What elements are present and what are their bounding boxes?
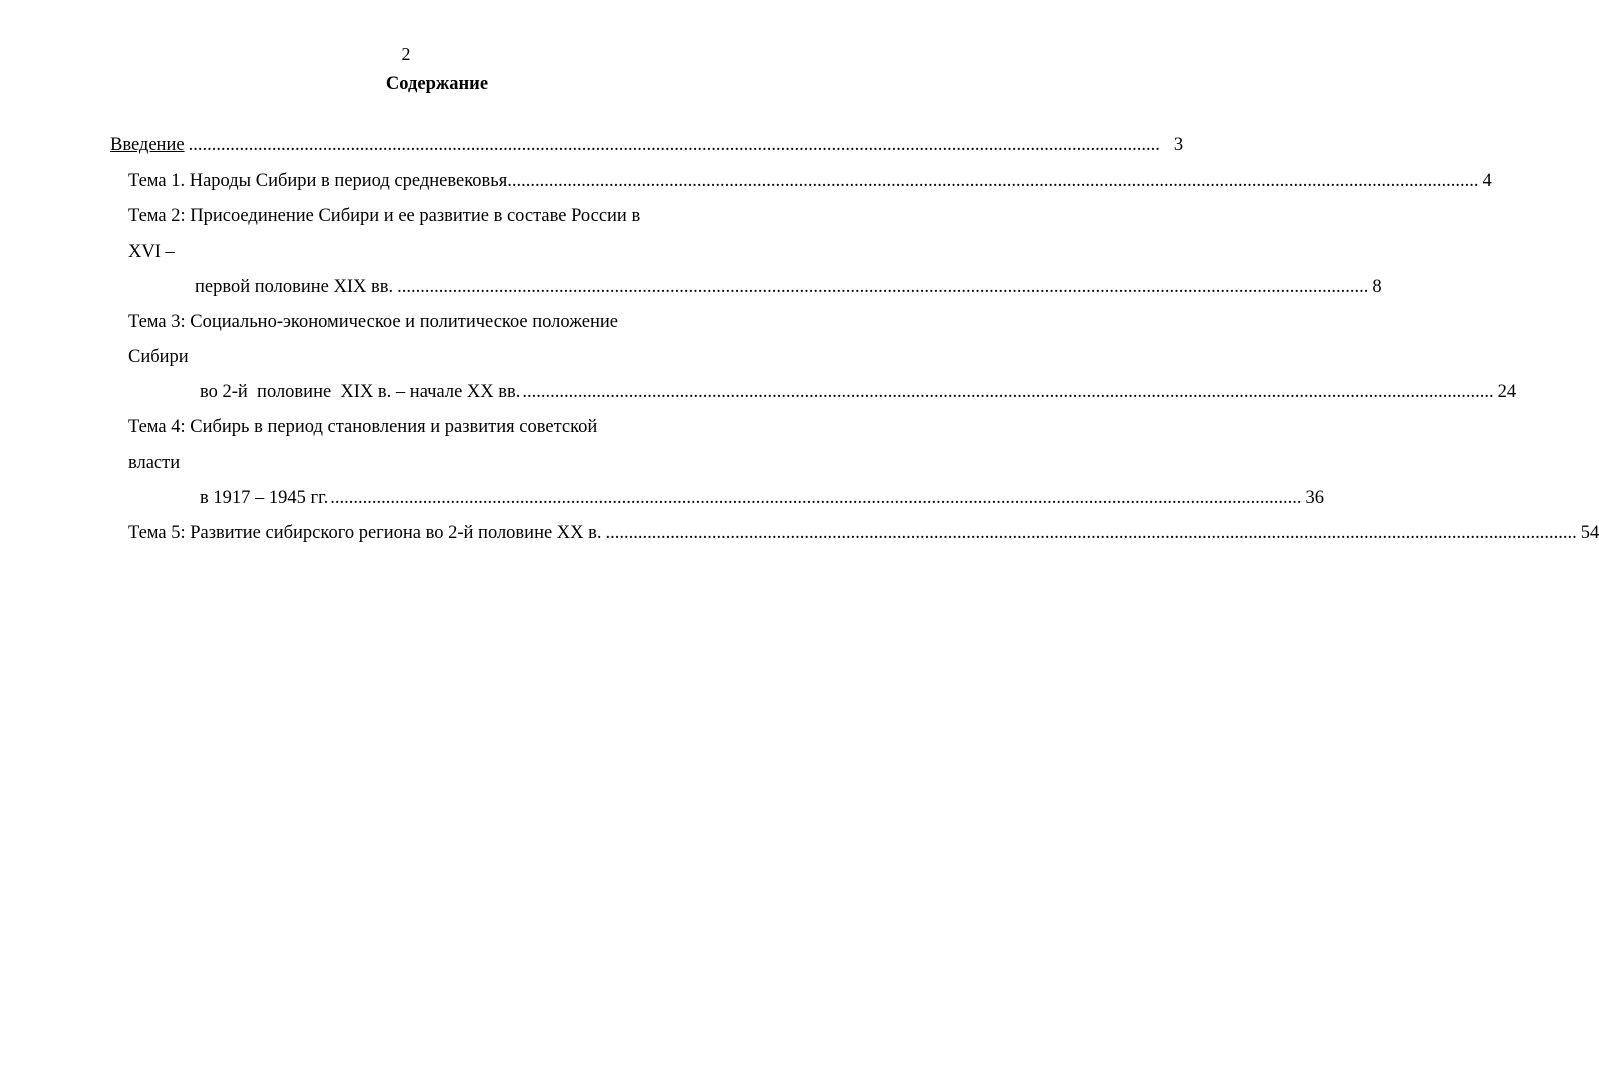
- toc-entry-last-line: [200, 381, 1517, 403]
- dot-leader: ..................................................................................................................................................................................................................: [188, 135, 1160, 155]
- toc-entry-label: Тема 1. Народы Сибири в период средневековья: [128, 171, 508, 191]
- toc-page-ref: 4: [1482, 171, 1492, 191]
- dot-leader: ..................................................................................................................................................................................................................: [397, 277, 1369, 297]
- toc-entry-line: XVI –: [128, 242, 175, 262]
- toc-entry-line: Тема 2: Присоединение Сибири и ее развитие в составе России в: [128, 206, 641, 226]
- toc-entry-intro: [110, 134, 1184, 156]
- toc-entry-label: Тема 5: Развитие сибирского региона во 2-й половине XX в.: [128, 523, 602, 543]
- dot-leader: ..................................................................................................................................................................................................................: [605, 523, 1577, 543]
- toc-entry-line: Тема 4: Сибирь в период становления и развития советской: [128, 417, 598, 437]
- toc-entry-line: Тема 3: Социально-экономическое и политическое положение: [128, 312, 618, 332]
- page-number: 2: [401, 44, 411, 64]
- toc-entry-line: Сибири: [128, 347, 189, 367]
- toc-page-ref: 36: [1305, 488, 1324, 508]
- toc-entry-last-line: [195, 276, 1382, 298]
- toc-page-ref: 8: [1372, 277, 1382, 297]
- dot-leader: ..................................................................................................................................................................................................................: [522, 382, 1494, 402]
- toc-entry-label: во 2-й половине XIX в. – начале XX вв.: [200, 382, 521, 402]
- toc-entry-last-line: [200, 487, 1324, 509]
- toc-entry-topic1: [128, 170, 1492, 192]
- toc-page-ref: 24: [1497, 382, 1517, 402]
- page-title: Содержание: [385, 74, 489, 94]
- toc-entry-label: первой половине XIX вв.: [195, 277, 394, 297]
- toc-entry-label: Введение: [110, 135, 185, 155]
- dot-leader: ..................................................................................................................................................................................................................: [330, 488, 1302, 508]
- toc-entry-line: власти: [128, 453, 181, 473]
- toc-page-ref: 54: [1580, 523, 1599, 543]
- toc-entry-label: в 1917 – 1945 гг.: [200, 488, 329, 508]
- toc-entry-topic5: [128, 522, 1599, 544]
- toc-page-ref: 3: [1173, 135, 1184, 155]
- dot-leader: ..................................................................................................................................................................................................................: [507, 171, 1479, 191]
